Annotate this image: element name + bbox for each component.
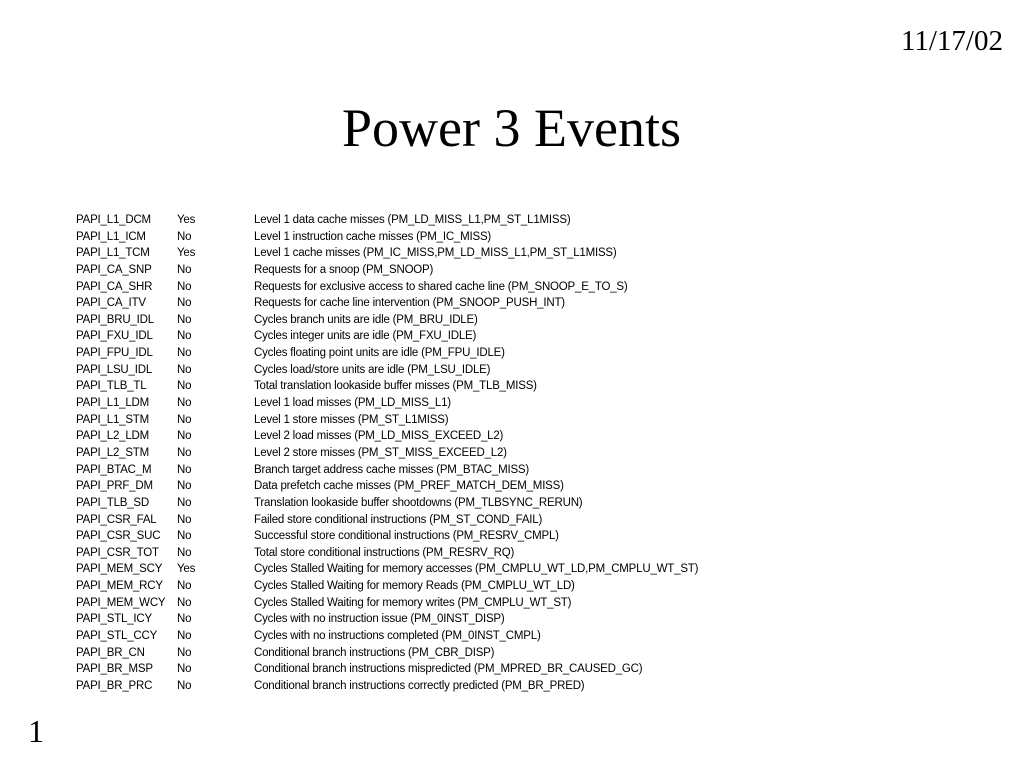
event-row [76,229,954,246]
event-name: PAPI_L1_ICM [76,230,146,243]
event-description: Total translation lookaside buffer misses (PM_TLB_MISS) [254,380,537,393]
event-description: Level 2 load misses (PM_LD_MISS_EXCEED_L2) [254,430,504,443]
event-native-flag: No [177,347,192,360]
event-row [76,328,954,345]
event-row [76,545,954,562]
event-row [76,245,954,262]
event-description: Total store conditional instructions (PM_RESRV_RQ) [254,546,515,559]
event-native-flag: No [177,613,192,626]
event-row [76,495,954,512]
event-description: Data prefetch cache misses (PM_PREF_MATCH_DEM_MISS) [254,480,564,493]
event-native-flag: No [177,313,192,326]
event-name: PAPI_CA_ITV [76,297,146,310]
event-native-flag: No [177,530,192,543]
event-description: Cycles integer units are idle (PM_FXU_IDLE) [254,330,477,343]
event-native-flag: No [177,663,192,676]
event-row [76,462,954,479]
event-name: PAPI_CSR_TOT [76,546,159,559]
event-name: PAPI_CA_SNP [76,263,152,276]
event-name: PAPI_CA_SHR [76,280,153,293]
event-name: PAPI_CSR_SUC [76,530,161,543]
event-name: PAPI_MEM_WCY [76,596,166,609]
event-name: PAPI_LSU_IDL [76,363,153,376]
event-native-flag: No [177,446,192,459]
slide-title: Power 3 Events [342,98,681,158]
event-description: Level 1 cache misses (PM_IC_MISS,PM_LD_MISS_L1,PM_ST_L1MISS) [254,247,617,260]
event-description: Cycles floating point units are idle (PM_FPU_IDLE) [254,347,505,360]
event-row [76,512,954,529]
event-row [76,412,954,429]
event-row [76,611,954,628]
event-native-flag: No [177,596,192,609]
event-name: PAPI_BR_PRC [76,679,153,692]
event-name: PAPI_MEM_SCY [76,563,163,576]
event-description: Cycles Stalled Waiting for memory accesses (PM_CMPLU_WT_LD,PM_CMPLU_WT_ST) [254,563,699,576]
event-native-flag: No [177,630,192,643]
event-native-flag: No [177,480,192,493]
event-native-flag: No [177,679,192,692]
slide-number: 1 [28,713,44,749]
event-description: Requests for exclusive access to shared cache line (PM_SNOOP_E_TO_S) [254,280,628,293]
event-row [76,528,954,545]
event-description: Cycles branch units are idle (PM_BRU_IDLE) [254,313,478,326]
event-name: PAPI_FPU_IDL [76,347,153,360]
event-description: Level 1 load misses (PM_LD_MISS_L1) [254,397,451,410]
event-row [76,212,954,229]
event-row [76,628,954,645]
event-native-flag: No [177,580,192,593]
event-description: Branch target address cache misses (PM_BTAC_MISS) [254,463,530,476]
event-description: Failed store conditional instructions (PM_ST_COND_FAIL) [254,513,543,526]
event-row [76,661,954,678]
event-description: Level 1 instruction cache misses (PM_IC_MISS) [254,230,492,243]
event-name: PAPI_BR_CN [76,646,145,659]
event-description: Cycles load/store units are idle (PM_LSU_IDLE) [254,363,491,376]
event-row [76,478,954,495]
event-native-flag: No [177,397,192,410]
event-description: Cycles with no instructions completed (PM_0INST_CMPL) [254,630,541,643]
event-native-flag: No [177,646,192,659]
event-name: PAPI_TLB_SD [76,496,150,509]
event-name: PAPI_STL_ICY [76,613,153,626]
event-name: PAPI_TLB_TL [76,380,147,393]
event-native-flag: Yes [177,214,196,226]
event-description: Successful store conditional instructions (PM_RESRV_CMPL) [254,530,559,543]
event-row [76,395,954,412]
event-description: Cycles Stalled Waiting for memory writes (PM_CMPLU_WT_ST) [254,596,572,609]
event-name: PAPI_BRU_IDL [76,313,154,326]
event-description: Level 1 data cache misses (PM_LD_MISS_L1,PM_ST_L1MISS) [254,214,571,226]
event-name: PAPI_L1_STM [76,413,150,426]
event-name: PAPI_CSR_FAL [76,513,157,526]
event-description: Cycles with no instruction issue (PM_0INST_DISP) [254,613,505,626]
event-row [76,445,954,462]
events-table [76,212,954,695]
event-row [76,312,954,329]
event-name: PAPI_BR_MSP [76,663,153,676]
event-native-flag: Yes [177,563,196,576]
event-row [76,428,954,445]
event-description: Level 1 store misses (PM_ST_L1MISS) [254,413,449,426]
event-native-flag: No [177,430,192,443]
event-row [76,295,954,312]
event-description: Requests for cache line intervention (PM_SNOOP_PUSH_INT) [254,297,565,310]
event-description: Requests for a snoop (PM_SNOOP) [254,263,434,276]
event-name: PAPI_L2_LDM [76,430,150,443]
event-name: PAPI_PRF_DM [76,480,153,493]
event-row [76,578,954,595]
event-row [76,561,954,578]
event-native-flag: No [177,363,192,376]
event-native-flag: No [177,230,192,243]
event-native-flag: No [177,513,192,526]
event-name: PAPI_L1_LDM [76,397,150,410]
event-native-flag: No [177,463,192,476]
event-name: PAPI_FXU_IDL [76,330,153,343]
event-description: Conditional branch instructions mispredicted (PM_MPRED_BR_CAUSED_GC) [254,663,643,676]
event-row [76,595,954,612]
event-native-flag: No [177,280,192,293]
event-name: PAPI_MEM_RCY [76,580,163,593]
event-native-flag: No [177,413,192,426]
event-native-flag: No [177,546,192,559]
event-name: PAPI_L1_TCM [76,247,150,260]
event-description: Conditional branch instructions correctly predicted (PM_BR_PRED) [254,679,585,692]
event-native-flag: No [177,263,192,276]
event-description: Cycles Stalled Waiting for memory Reads (PM_CMPLU_WT_LD) [254,580,575,593]
event-description: Level 2 store misses (PM_ST_MISS_EXCEED_L2) [254,446,507,459]
event-row [76,345,954,362]
event-row [76,645,954,662]
event-name: PAPI_L1_DCM [76,214,151,226]
event-native-flag: No [177,380,192,393]
event-row [76,362,954,379]
event-name: PAPI_L2_STM [76,446,150,459]
event-description: Translation lookaside buffer shootdowns (PM_TLBSYNC_RERUN) [254,496,583,509]
event-native-flag: No [177,297,192,310]
event-row [76,678,954,695]
event-name: PAPI_BTAC_M [76,463,152,476]
event-row [76,279,954,296]
event-native-flag: Yes [177,247,196,260]
slide-date: 11/17/02 [900,25,1003,57]
event-native-flag: No [177,330,192,343]
event-row [76,378,954,395]
event-native-flag: No [177,496,192,509]
event-name: PAPI_STL_CCY [76,630,158,643]
event-row [76,262,954,279]
event-description: Conditional branch instructions (PM_CBR_DISP) [254,646,495,659]
